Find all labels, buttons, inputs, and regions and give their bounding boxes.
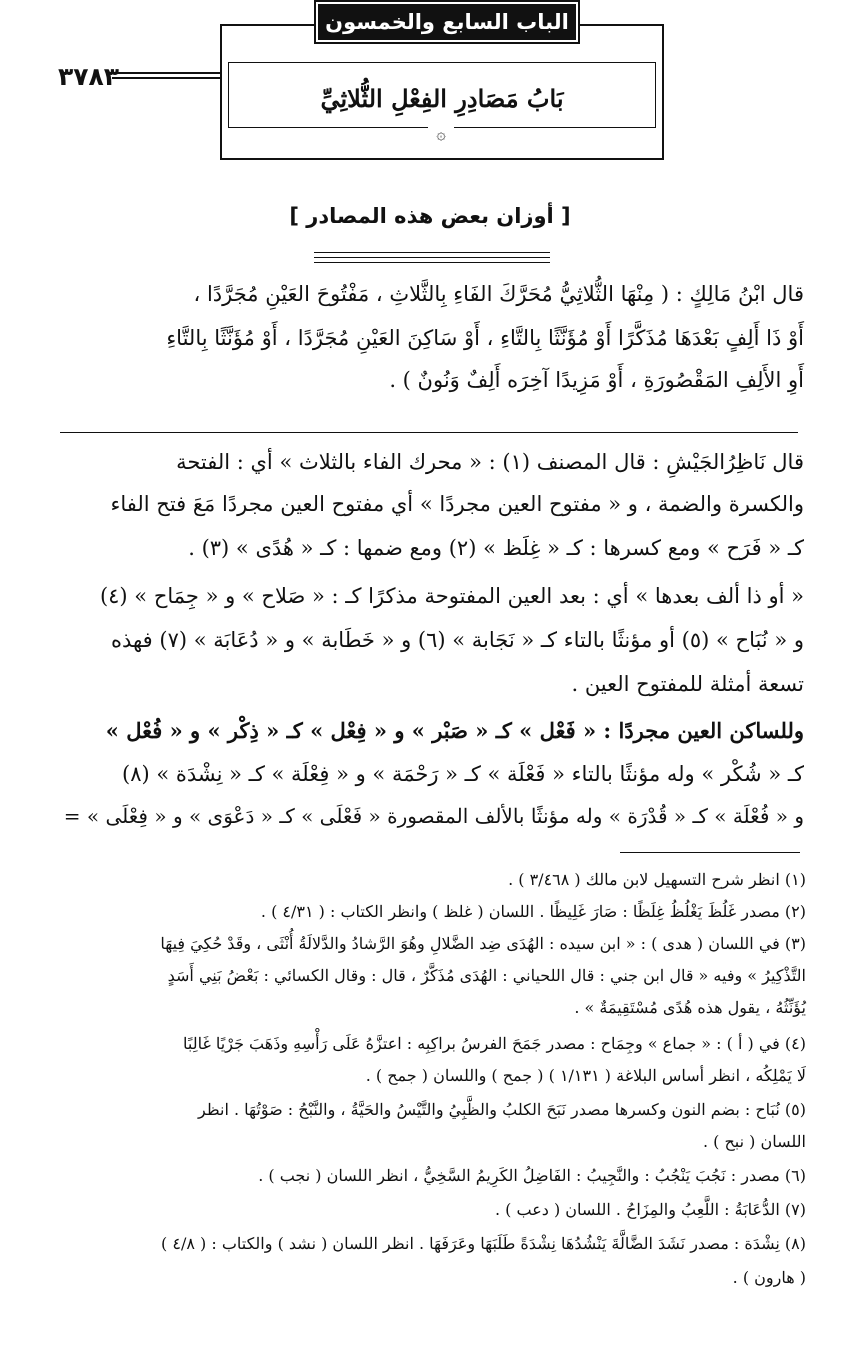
- separator-rule: [60, 432, 798, 433]
- footnote-line: (٤) في ( أ ) : « جماع » وجِمَاح : مصدر جَمَحَ الفرسُ براكِبِه : اعتزَّهُ عَلَى رَأْسِهِ وذَهَبَ جَرْيًا غَالِبًا: [183, 1034, 806, 1053]
- sharh-line: كـ « شُكْر » وله مؤنثًا بالتاء « فَعْلَة » كـ « رَحْمَة » و « فِعْلَة » كـ « نِشْدَة » (٨): [122, 762, 804, 786]
- sharh-line: تسعة أمثلة للمفتوح العين .: [571, 672, 804, 696]
- page-number: ٣٧٨٣: [58, 62, 120, 91]
- footnote-line: (٧) الدُّعَابَةُ : اللَّعِبُ والمِزَاحُ . اللسان ( دعب ) .: [494, 1200, 806, 1219]
- sharh-line: والكسرة والضمة ، و « مفتوح العين مجردًا » أي مفتوح العين مجردًا مَعَ فتح الفاء: [110, 492, 804, 516]
- footnote-line: اللسان ( نبح ) .: [702, 1132, 806, 1151]
- sharh-line: و « فُعْلَة » كـ « قُدْرَة » وله مؤنثًا بالألف المقصورة « فَعْلَى » كـ « دَعْوَى » و « فِعْلَى » =: [63, 804, 804, 828]
- page-number-rule: [112, 72, 220, 74]
- ornament-icon: ۞: [428, 124, 454, 144]
- footnote-line: ( هارون ) .: [732, 1268, 806, 1287]
- footnote-line: التَّذْكِيرُ » وفيه « قال ابن جني : قال اللحياني : الهُدَى مُذَكَّرٌ ، قال : وقال الكسائي : بَعْضُ بَنِي أَسَدٍ: [167, 966, 806, 985]
- sharh-line: كـ « فَرَح » ومع كسرها : كـ « غِلَظ » (٢) ومع ضمها : كـ « هُدًى » (٣) .: [188, 536, 804, 560]
- sharh-line: و « نُبَاح » (٥) أو مؤنثًا بالتاء كـ « نَجَابة » (٦) و « خَطَابة » و « دُعَابَة » (٧) فهذه: [110, 628, 804, 652]
- section-title: بَابُ مَصَادِرِ الفِعْلِ الثُّلاثِيِّ: [320, 84, 564, 113]
- matn-line: قال ابْنُ مَالِكٍ : ( مِنْهَا الثُّلاثِيُّ مُحَرَّكَ الفَاءِ بِالثَّلاثِ ، مَفْتُوحَ العَيْنِ مُجَرَّدًا ،: [193, 282, 804, 306]
- heading-underline: [314, 257, 550, 258]
- footnote-line: (٥) نُبَاح : بضم النون وكسرها مصدر نَبَحَ الكلبُ والظَّبِيُ والتَّيْسُ والحَيَّةُ ، والنَّبْحُ : صَوْتُهَا . انظر: [198, 1100, 806, 1119]
- footnote-line: يُؤَنِّثُهُ ، يقول هذه هُدًى مُسْتَقِيمَةٌ » .: [574, 998, 806, 1017]
- heading-underline: [314, 252, 550, 253]
- footnote-rule: [620, 852, 800, 853]
- sharh-line: وللساكن العين مجردًا : « فَعْل » كـ « صَبْر » و « فِعْل » كـ « ذِكْر » و « فُعْل »: [105, 718, 804, 743]
- sharh-line: « أو ذا ألف بعدها » أي : بعد العين المفتوحة مذكرًا كـ : « صَلاح » و « جِمَاح » (٤): [99, 584, 804, 608]
- chapter-title: الباب السابع والخمسون: [318, 4, 576, 40]
- page-number-rule: [112, 77, 220, 79]
- footnote-line: (٢) مصدر غَلُظَ يَغْلُظُ غِلَظًا : صَارَ غَلِيظًا . اللسان ( غلظ ) وانظر الكتاب : ( ٤/٣١ ) .: [260, 902, 806, 921]
- footnote-line: (١) انظر شرح التسهيل لابن مالك ( ٣/٤٦٨ ) .: [508, 870, 806, 889]
- matn-line: أَوِ الأَلِفِ المَقْصُورَةِ ، أَوْ مَزِيدًا آخِرَه أَلِفٌ وَنُونٌ ) .: [389, 368, 804, 392]
- footnote-line: لَا يَمْلِكُه ، انظر أساس البلاغة ( ١/١٣١ ) ( جمح ) واللسان ( جمح ) .: [365, 1066, 806, 1085]
- footnote-line: (٣) في اللسان ( هدى ) : « ابن سيده : الهُدَى ضِد الضَّلالِ وهُوَ الرَّشادُ والدَّلالَةُ أُنْثَى ، وقَدْ حُكِيَ فِيهَا: [160, 934, 806, 953]
- footnote-line: (٦) مصدر : نَجُبَ يَنْجُبُ : والنَّجِيبُ : الفَاضِلُ الكَرِيمُ السَّخِيُّ ، انظر اللسان ( نجب ) .: [258, 1166, 806, 1185]
- sharh-line: قال نَاظِرُالجَيْشِ : قال المصنف (١) : « محرك الفاء بالثلاث » أي : الفتحة: [176, 450, 804, 474]
- heading-underline: [314, 262, 550, 263]
- matn-line: أَوْ ذَا أَلِفٍ بَعْدَهَا مُذَكَّرًا أَوْ مُؤَنَّثًا بِالتَّاءِ ، أَوْ سَاكِنَ العَيْنِ مُجَرَّدًا ، أَوْ مُؤَنَّثًا بِالتَّاءِ: [166, 326, 804, 350]
- footnote-line: (٨) نِشْدَة : مصدر نَشَدَ الضَّالَّةَ يَنْشُدُهَا نِشْدَةً طَلَبَهَا وعَرَفَهَا . انظر اللسان ( نشد ) والكتاب : ( ٤/٨ ): [161, 1234, 806, 1253]
- subsection-heading: [ أوزان بعض هذه المصادر ]: [289, 204, 571, 228]
